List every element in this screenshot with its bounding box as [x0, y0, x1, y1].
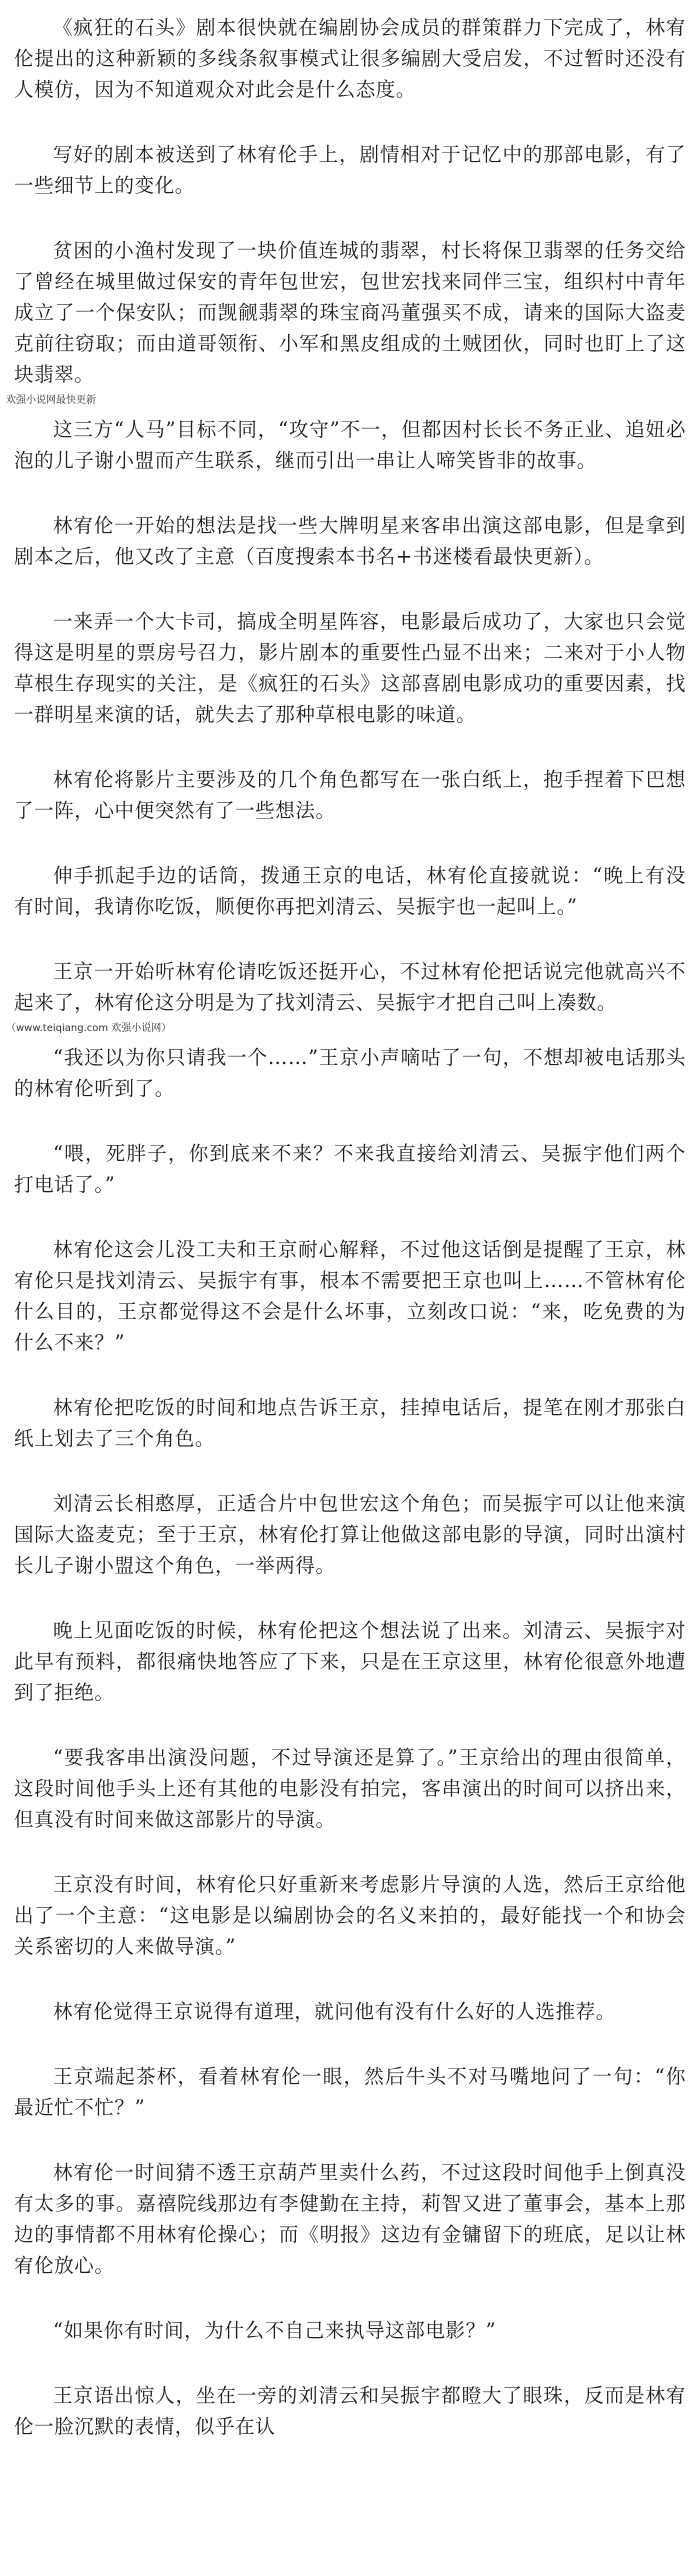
- paragraph: 林宥伦将影片主要涉及的几个角色都写在一张白纸上，抱手捏着下巴想了一阵，心中便突然有了一些想法。: [14, 768, 686, 822]
- paragraph: 刘清云长相憨厚，正适合片中包世宏这个角色；而吴振宇可以让他来演国际大盗麦克；至于王京，林宥伦打算让他做这部电影的导演，同时出演村长儿子谢小盟这个角色，一举两得。: [14, 1492, 686, 1577]
- paragraph: 一来弄一个大卡司，搞成全明星阵容，电影最后成功了，大家也只会觉得这是明星的票房号召力，影片剧本的重要性凸显不出来；二来对于小人物草根生存现实的关注，是《疯狂的石头》这部喜剧电影成功的重要因素，找一群明星来演的话，就失去了那种草根电影的味道。: [14, 610, 686, 726]
- paragraph: “如果你有时间，为什么不自己来执导这部电影？”: [53, 2319, 497, 2342]
- paragraph: 王京一开始听林宥伦请吃饭还挺开心，不过林宥伦把话说完他就高兴不起来了，林宥伦这分明是为了找刘清云、吴振宇才把自己叫上凑数。: [14, 960, 686, 1014]
- paragraph: 林宥伦一时间猜不透王京葫芦里卖什么药，不过这段时间他手上倒真没有太多的事。嘉禧院线那边有李健勤在主持，莉智又进了董事会，基本上那边的事情都不用林宥伦操心；而《明报》这边有金镛留下的班底，足以让林宥伦放心。: [14, 2161, 686, 2277]
- paragraph: “我还以为你只请我一个……”王京小声嘀咕了一句，不想却被电话那头的林宥伦听到了。: [14, 1046, 686, 1100]
- paragraph: 贫困的小渔村发现了一块价值连城的翡翠，村长将保卫翡翠的任务交给了曾经在城里做过保安的青年包世宏，包世宏找来同伴三宝，组织村中青年成立了一个保安队；而觊觎翡翠的珠宝商冯董强买不成，请来的国际大盗麦克前往窃取；而由道哥领衔、小军和黑皮组成的土贼团伙，同时也盯上了这块翡翠。: [14, 239, 686, 386]
- paragraph: 晚上见面吃饭的时候，林宥伦把这个想法说了出来。刘清云、吴振宇对此早有预料，都很痛快地答应了下来，只是在王京这里，林宥伦很意外地遭到了拒绝。: [14, 1619, 686, 1704]
- paragraph: 这三方“人马”目标不同，“攻守”不一，但都因村长长不务正业、追妞必泡的儿子谢小盟而产生联系，继而引出一串让人啼笑皆非的故事。: [14, 418, 686, 472]
- paragraph: 林宥伦这会儿没工夫和王京耐心解释，不过他这话倒是提醒了王京，林宥伦只是找刘清云、吴振宇有事，根本不需要把王京也叫上……不管林宥伦什么目的，王京都觉得这不会是什么坏事，立刻改口说：“来，吃免费的为什么不来？”: [14, 1238, 686, 1354]
- paragraph: “喂，死胖子，你到底来不来？不来我直接给刘清云、吴振宇他们两个打电话了。”: [14, 1142, 686, 1196]
- paragraph: 写好的剧本被送到了林宥伦手上，剧情相对于记忆中的那部电影，有了一些细节上的变化。: [14, 143, 686, 197]
- paragraph: 林宥伦觉得王京说得有道理，就问他有没有什么好的人选推荐。: [53, 2000, 616, 2023]
- site-watermark: 欢强小说网最快更新: [6, 395, 96, 406]
- paragraph: 林宥伦一开始的想法是找一些大牌明星来客串出演这部电影，但是拿到剧本之后，他又改了主意（百度搜索本书名+书迷楼看最快更新）。: [14, 514, 686, 568]
- paragraph: 伸手抓起手边的话筒，拨通王京的电话，林宥伦直接就说：“晚上有没有时间，我请你吃饭，顺便你再把刘清云、吴振宇也一起叫上。”: [14, 864, 686, 918]
- paragraph: 林宥伦把吃饭的时间和地点告诉王京，挂掉电话后，提笔在刚才那张白纸上划去了三个角色。: [14, 1396, 686, 1450]
- site-watermark: （www.teiqiang.com 欢强小说网）: [6, 1023, 172, 1034]
- paragraph: 王京没有时间，林宥伦只好重新来考虑影片导演的人选，然后王京给他出了一个主意：“这电影是以编剧协会的名义来拍的，最好能找一个和协会关系密切的人来做导演。”: [14, 1873, 686, 1958]
- paragraph: 王京端起茶杯，看着林宥伦一眼，然后牛头不对马嘴地问了一句：“你最近忙不忙？”: [14, 2065, 686, 2119]
- paragraph: 王京语出惊人，坐在一旁的刘清云和吴振宇都瞪大了眼珠，反而是林宥伦一脸沉默的表情，似乎在认: [14, 2384, 686, 2438]
- paragraph: 《疯狂的石头》剧本很快就在编剧协会成员的群策群力下完成了，林宥伦提出的这种新颖的多线条叙事模式让很多编剧大受启发，不过暂时还没有人模仿，因为不知道观众对此会是什么态度。: [14, 16, 686, 101]
- paragraph: “要我客串出演没问题，不过导演还是算了。”王京给出的理由很简单，这段时间他手头上还有其他的电影没有拍完，客串演出的时间可以挤出来，但真没有时间来做这部影片的导演。: [14, 1746, 686, 1831]
